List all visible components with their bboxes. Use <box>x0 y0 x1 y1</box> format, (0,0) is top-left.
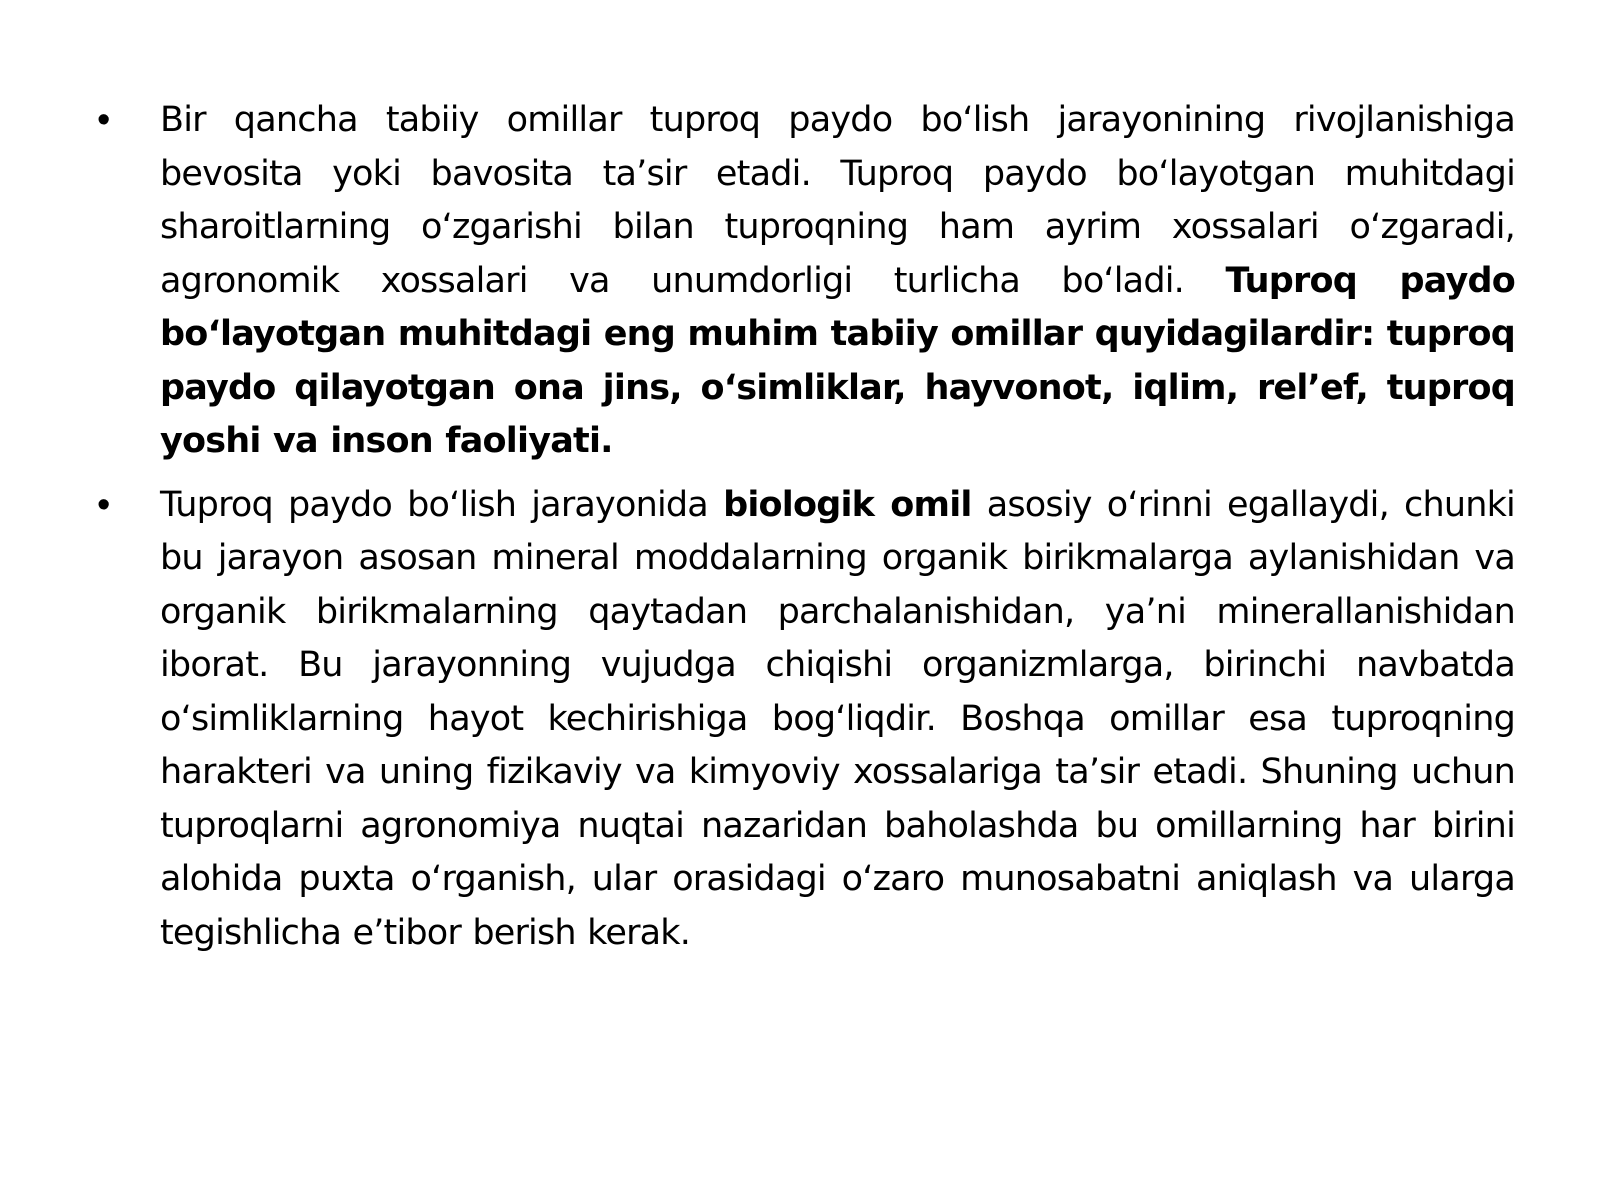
slide-body <box>95 94 1515 970</box>
bullet-paragraph-1 <box>160 94 1515 469</box>
bullet-item-2 <box>95 479 1515 961</box>
bullet-2-bold-text: biologik omil <box>723 484 972 525</box>
bullet-2-text-start: Tuproq paydo bo‘lish jarayonida <box>160 484 724 525</box>
bullet-1-text: Bir qancha tabiiy omillar tuproq paydo bo‘lish jarayonining rivojlanishiga bevosita yoki bavosita ta’sir etadi. Tuproq paydo bo‘layotgan muhitdagi sharoitlarning o‘zgarishi bilan tuproqning ham ayrim xossalari o‘zgaradi, agronomik xossalari va unumdorligi turlicha bo‘ladi. <box>160 100 1515 301</box>
bullet-marker: • <box>97 483 111 526</box>
bullet-paragraph-2 <box>160 479 1515 961</box>
bullet-marker: • <box>97 99 111 141</box>
bullet-list <box>95 94 1515 960</box>
bullet-item-1 <box>95 94 1515 469</box>
bullet-2-text-end: asosiy o‘rinni egallaydi, chunki bu jarayon asosan mineral moddalarning organik birikmalarga aylanishidan va organik birikmalarning qaytadan parchalanishidan, ya’ni minerallanishidan iborat. Bu jarayonning vujudga chiqishi organizmlarga, birinchi navbatda o‘simliklarning hayot kechirishiga bog‘liqdir. Boshqa omillar esa tuproqning harakteri va uning fizikaviy va kimyoviy xossalariga ta’sir etadi. Shuning uchun tuproqlarni agronomiya nuqtai nazaridan baholashda bu omillarning har birini alohida puxta o‘rganish, ular orasidagi o‘zaro munosabatni aniqlash va ularga tegishlicha e’tibor berish kerak. <box>160 484 1515 953</box>
bullet-1-bold-text: Tuproq paydo bo‘layotgan muhitdagi eng muhim tabiiy omillar quyidagilardir: tuproq paydo qilayotgan ona jins, o‘simliklar, hayvonot, iqlim, rel’ef, tuproq yoshi va inson faoliyati. <box>160 260 1515 461</box>
